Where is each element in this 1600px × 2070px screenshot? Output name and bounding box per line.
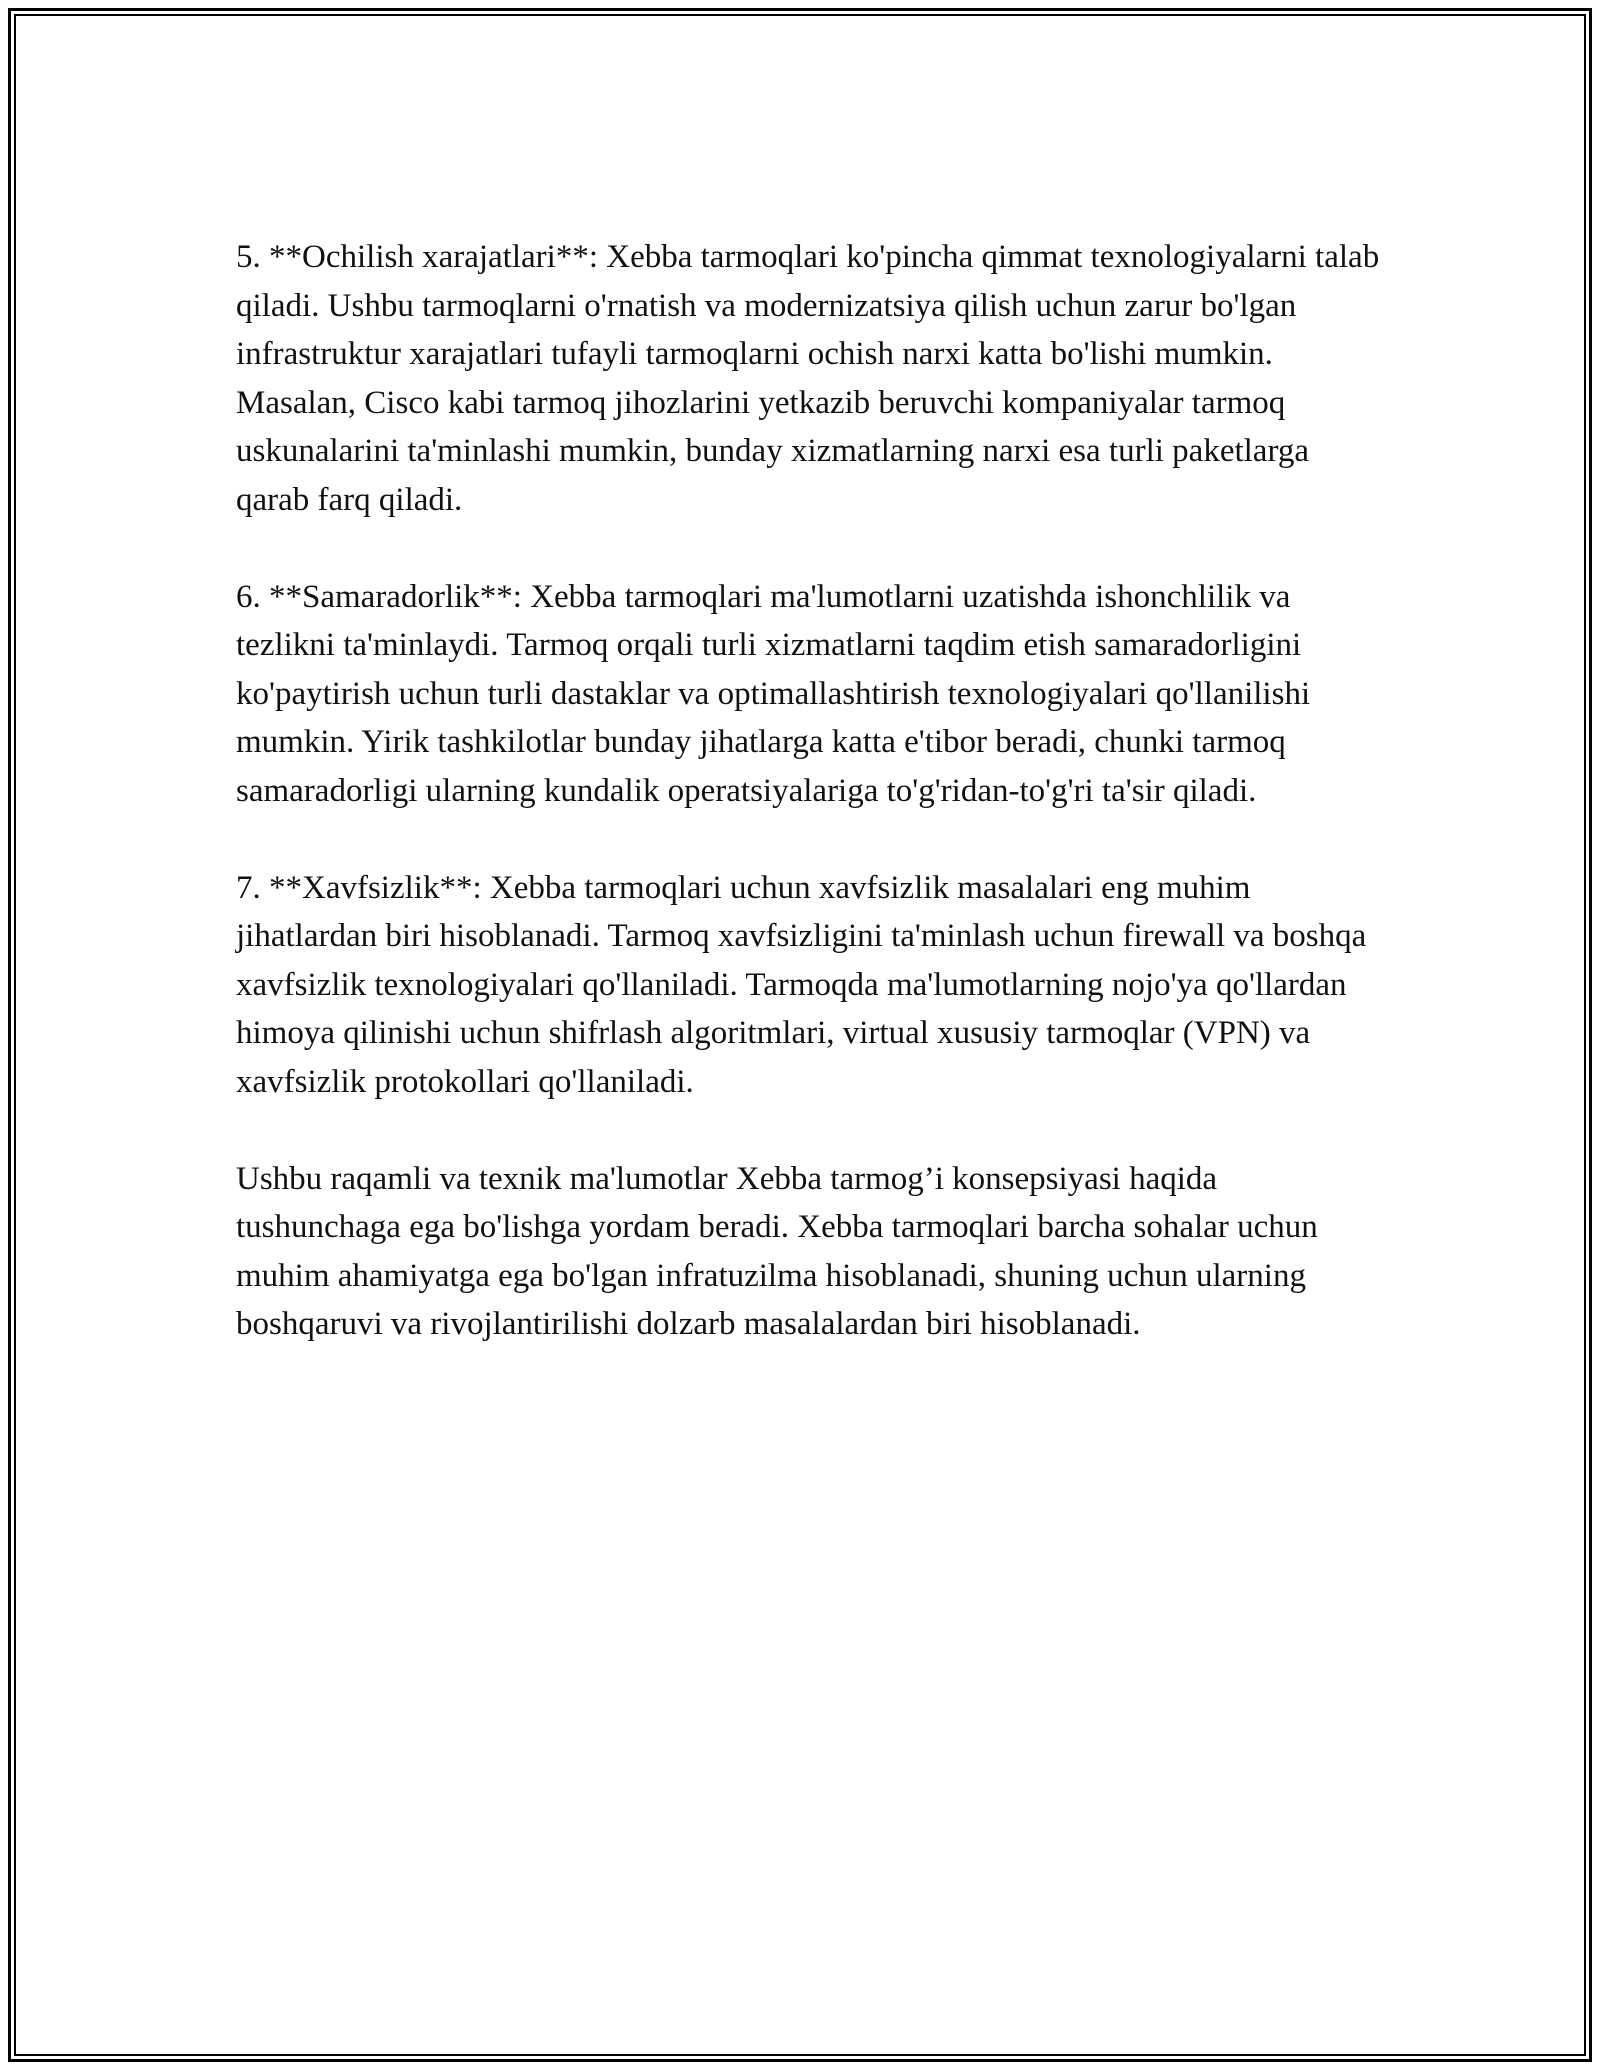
paragraph-efficiency: 6. **Samaradorlik**: Xebba tarmoqlari ma'lumotlarni uzatishda ishonchlilik va tezlikni ta'minlaydi. Tarmoq orqali turli xizmatlarni taqdim etish samaradorligini ko'paytirish uchun turli dastaklar va optimallashtirish texnologiyalari qo'llanilishi mumkin. Yirik tashkilotlar bunday jihatlarga katta e'tibor beradi, chunki tarmoq samaradorligi ularning kundalik operatsiyalariga to'g'ridan-to'g'ri ta'sir qiladi. [236, 578, 1311, 809]
paragraph-opening-costs: 5. **Ochilish xarajatlari**: Xebba tarmoqlari ko'pincha qimmat texnologiyalarni talab qiladi. Ushbu tarmoqlarni o'rnatish va modernizatsiya qilish uchun zarur bo'lgan infrastruktur xarajatlari tufayli tarmoqlarni ochish narxi katta bo'lishi mumkin. Masalan, Cisco kabi tarmoq jihozlarini yetkazib beruvchi kompaniyalar tarmoq uskunalarini ta'minlashi mumkin, bunday xizmatlarning narxi esa turli paketlarga qarab farq qiladi. [236, 239, 1380, 518]
paragraph-security: 7. **Xavfsizlik**: Xebba tarmoqlari uchun xavfsizlik masalalari eng muhim jihatlardan biri hisoblanadi. Tarmoq xavfsizligini ta'minlash uchun firewall va boshqa xavfsizlik texnologiyalari qo'llaniladi. Tarmoqda ma'lumotlarning nojo'ya qo'llardan himoya qilinishi uchun shifrlash algoritmlari, virtual xususiy tarmoqlar (VPN) va xavfsizlik protokollari qo'llaniladi. [236, 869, 1367, 1100]
paragraph-conclusion: Ushbu raqamli va texnik ma'lumotlar Xebba tarmog’i konsepsiyasi haqida tushunchaga ega bo'lishga yordam beradi. Xebba tarmoqlari barcha sohalar uchun muhim ahamiyatga ega bo'lgan infratuzilma hisoblanadi, shuning uchun ularning boshqaruvi va rivojlantirilishi dolzarb masalalardan biri hisoblanadi. [236, 1160, 1318, 1342]
document-body [236, 233, 1386, 1349]
